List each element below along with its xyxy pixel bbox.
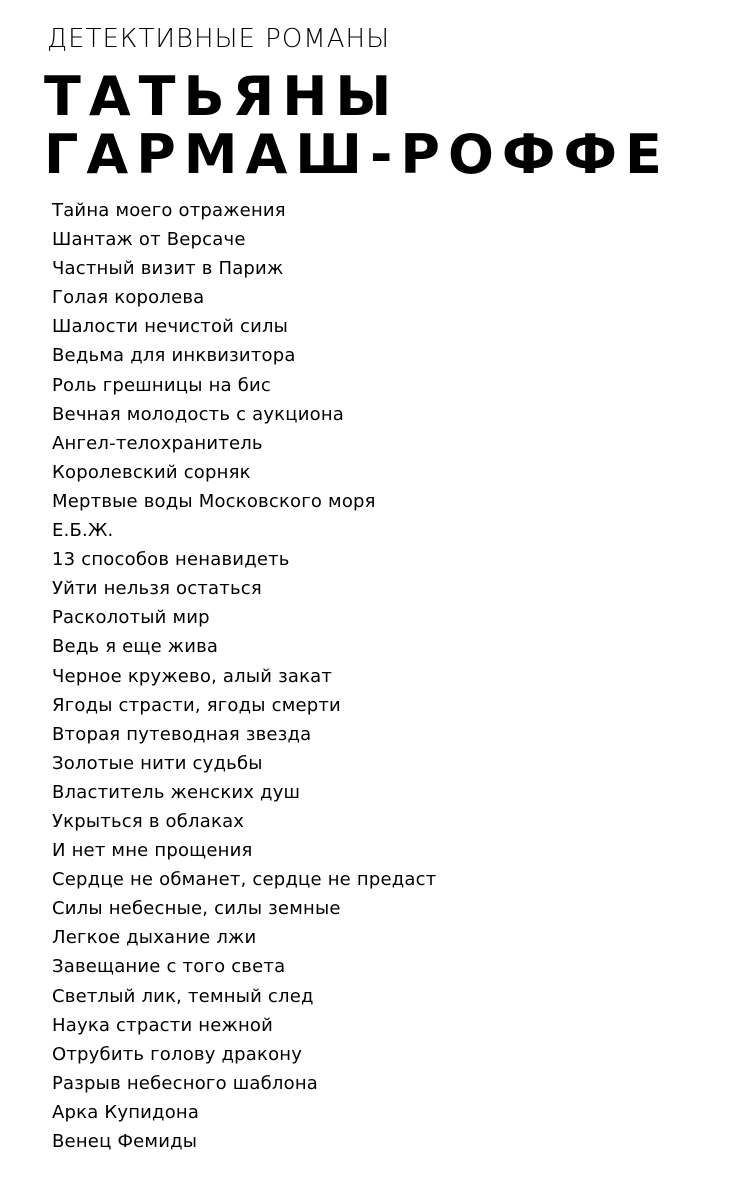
series-label: ДЕТЕКТИВНЫЕ РОМАНЫ — [47, 24, 391, 54]
book-title: Е.Б.Ж. — [52, 520, 114, 542]
book-title: Шалости нечистой силы — [52, 316, 289, 338]
book-title: Уйти нельзя остаться — [52, 578, 262, 600]
book-title: Арка Купидона — [52, 1101, 200, 1123]
book-title: Сердце не обманет, сердце не предаст — [52, 869, 437, 891]
book-title: Силы небесные, силы земные — [52, 898, 341, 920]
book-title: Ведь я еще жива — [52, 636, 219, 658]
book-list — [52, 196, 436, 1156]
book-title: Светлый лик, темный след — [52, 985, 314, 1007]
book-title: Ведьма для инквизитора — [52, 345, 296, 367]
book-title: Властитель женских душ — [52, 781, 301, 803]
book-title: Ангел-телохранитель — [52, 432, 263, 454]
book-title: 13 способов ненавидеть — [52, 549, 290, 571]
book-title: Вечная молодость с аукциона — [52, 403, 345, 425]
book-title: Ягоды страсти, ягоды смерти — [52, 694, 341, 716]
author-last-name: ГАРМАШ-РОФФЕ — [44, 123, 670, 186]
book-title: Голая королева — [52, 287, 205, 309]
book-title: Отрубить голову дракону — [52, 1043, 303, 1065]
book-title: Наука страсти нежной — [52, 1014, 274, 1036]
author-name — [44, 65, 670, 186]
book-title: Укрыться в облаках — [52, 810, 245, 832]
book-title: Мертвые воды Московского моря — [52, 490, 376, 512]
book-title: Расколотый мир — [52, 607, 210, 629]
book-title: Черное кружево, алый закат — [52, 665, 333, 687]
book-title: Разрыв небесного шаблона — [52, 1072, 319, 1094]
book-title: Золотые нити судьбы — [52, 752, 263, 774]
author-first-name: ТАТЬЯНЫ — [44, 65, 400, 128]
book-title: Тайна моего отражения — [52, 200, 286, 221]
book-title: Частный визит в Париж — [52, 258, 284, 280]
book-title: Королевский сорняк — [52, 461, 251, 483]
book-title: Венец Фемиды — [52, 1131, 198, 1152]
book-title: Завещание с того света — [52, 956, 286, 978]
book-title: И нет мне прощения — [52, 840, 253, 862]
book-title: Роль грешницы на бис — [52, 374, 271, 396]
book-title: Легкое дыхание лжи — [52, 927, 257, 949]
book-title: Шантаж от Версаче — [52, 229, 246, 251]
book-title: Вторая путеводная звезда — [52, 723, 312, 745]
